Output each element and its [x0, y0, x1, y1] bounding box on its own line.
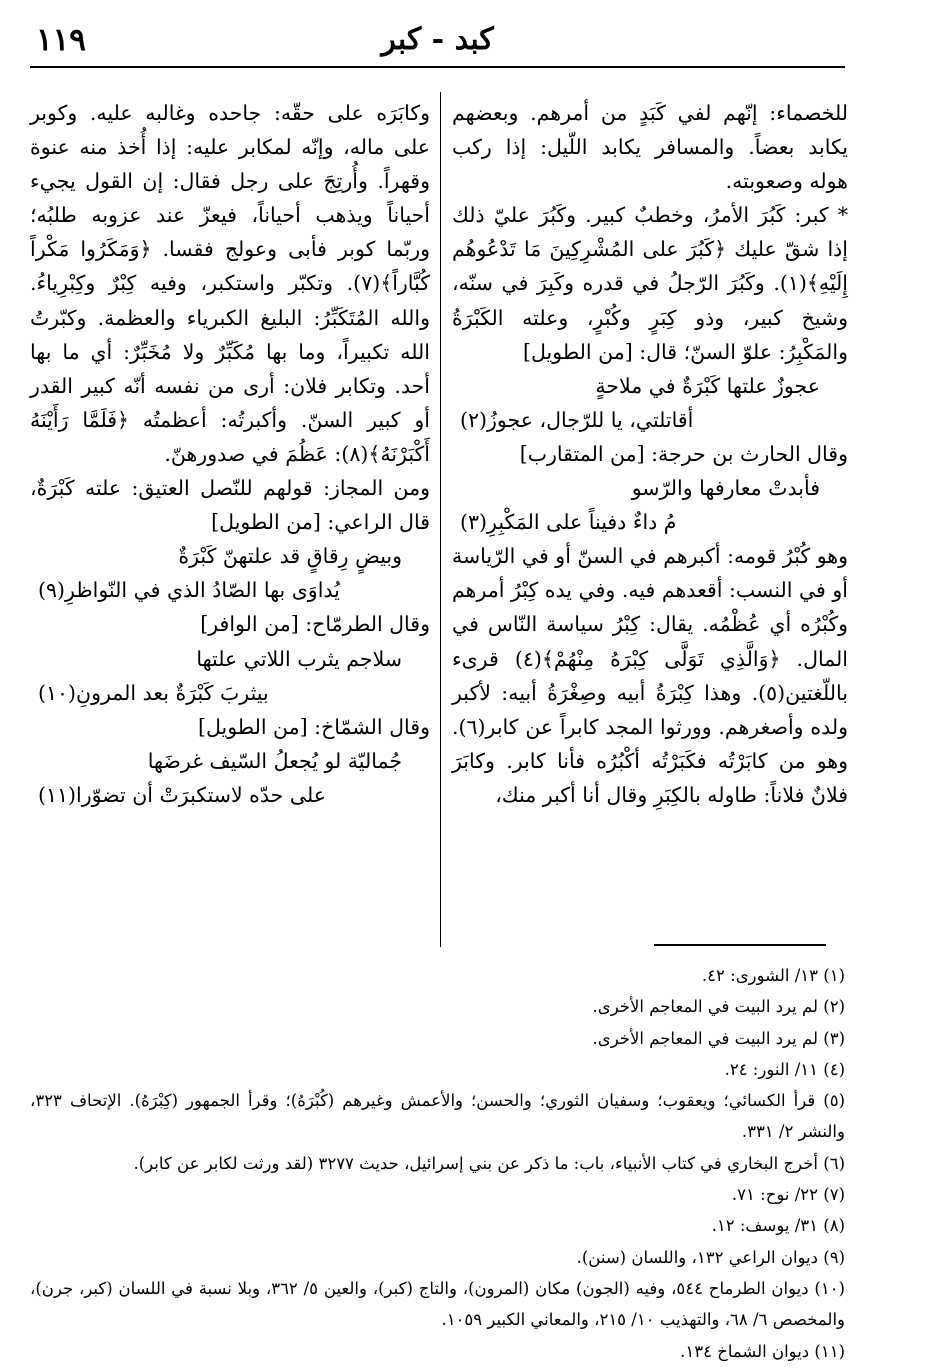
verse-first-hemistich: سلاجم يثرب اللاتي علتها [196, 646, 402, 671]
footnote: (١٠) ديوان الطرماح ٥٤٤، وفيه (الجون) مكان (المرون)، والتاج (كبر)، والعين ٥/ ٣٦٢، وبلا نسبة في اللسان (كبر، جرن)، والمخصص ٦/ ٦٨، والتهذيب ١٠/ ٢١٥، والمعاني الكبير ١٠٥٩. [30, 1278, 845, 1330]
page-header [30, 22, 845, 68]
footnote: (٣) لم يرد البيت في المعاجم الأخرى. [592, 1028, 845, 1048]
column-divider [440, 92, 441, 947]
paragraph: وقال الحارث بن حرجة: [من المتقارب] [519, 441, 848, 466]
verse-second-hemistich: يُداوَى بها الصّادُ الذي في النّواظرِ(٩) [38, 578, 340, 603]
verse-first-hemistich: فأبدتْ معارفها والرّسو [631, 476, 820, 501]
verse-second-hemistich: أقاتلتي، يا للرّجال، عجوزُ(٢) [460, 407, 694, 432]
left-text-column [30, 96, 430, 812]
paragraph: ومن المجاز: قولهم للنّصل العتيق: علته كَبْرَةٌ، قال الراعي: [من الطويل] [30, 476, 430, 535]
verse-second-hemistich: على حدّه لاستكبرَتْ أن تضوّرا(١١) [38, 782, 326, 807]
footnotes [30, 960, 845, 1367]
footnote: (٧) ٢٢/ نوح: ٧١. [731, 1185, 845, 1205]
right-text-column [452, 96, 848, 812]
paragraph: وقال الشمّاخ: [من الطويل] [197, 714, 430, 739]
paragraph: وهو كُبْرُ قومه: أكبرهم في السنّ أو في الرّياسة أو في النسب: أقعدهم فيه. وفي يده كِبْرُ أمرهم وكُبْرُه أي عُظْمُه. يقال: كِبْرُ سياسة النّاس في المال. ﴿وَالَّذِي تَوَلَّى كِبْرَهُ مِنْهُمْ﴾(٤) قرىء باللّغتين(٥). وهذا كِبْرَةُ أبيه وصِغْرَةُ أبيه: لأكبر ولده وأصغرهم. وورثوا المجد كابراً عن كابر(٦). وهو من كابَرْتُه فكَبَرْتُه أكْبُرُه فأنا كابر. وكابَرَ فلانٌ فلاناً: طاوله بالكِبَرِ وقال أنا أكبر منك، [452, 544, 849, 807]
footnote: (٥) قرأ الكسائي؛ ويعقوب؛ وسفيان الثوري؛ والحسن؛ والأعمش وغيرهم (كُبْرَهُ)؛ وقرأ الجمهور (كِبْرَهُ). الإتحاف ٣٢٣، والنشر ٢/ ٣٣١. [30, 1091, 845, 1142]
footnote: (١١) ديوان الشماخ ١٣٤. [680, 1341, 845, 1361]
footnote: (٦) أخرج البخاري في كتاب الأنبياء، باب: ما ذكر عن بني إسرائيل، حديث ٣٢٧٧ (لقد ورثت لكابر عن كابر). [133, 1153, 845, 1173]
paragraph: للخصماء: إنّهم لفي كَبَدٍ من أمرهم. وبعضهم يكابد بعضاً. والمسافر يكابد اللّيل: إذا ركب هوله وصعوبته. [452, 101, 848, 194]
verse-second-hemistich: مُ داءٌ دفيناً على المَكْبِرِ(٣) [460, 510, 677, 535]
verse-first-hemistich: جُماليّة لو يُجعلُ السّيف غرضَها [147, 748, 402, 773]
paragraph: * كبر: كَبُرَ الأمرُ، وخطبٌ كبير. وكَبُرَ عليّ ذلك إذا شقّ عليك ﴿كَبُرَ على المُشْرِكِينَ مَا تَدْعُوهُم إِلَيْهِ﴾(١). وكَبُرَ الرّجلُ في قدره وكَبِرَ في سنّه، وشيخ كبير، وذو كِبَرٍ وكُبْرٍ، وعلته الكَبْرَةُ والمَكْبِرُ: علوّ السنّ؛ قال: [من الطويل] [452, 203, 848, 364]
footnote: (٩) ديوان الراعي ١٣٢، واللسان (سنن). [576, 1247, 845, 1267]
footnote: (٤) ١١/ النور: ٢٤. [724, 1059, 845, 1079]
footnote-separator [654, 944, 826, 946]
paragraph: وكابَرَه على حقّه: جاحده وغالبه عليه. وكوبر على ماله، وإنّه لمكابر عليه: إذا أُخذ منه عنوة وقهراً. وأُرتِجَ على رجل فقال: إن القول يجيء أحياناً ويذهب أحياناً، فيعزّ عند عزوبه طلبُه؛ وربّما كوبر فأبى وعولج فقسا. ﴿وَمَكَرُوا مَكْراً كُبَّاراً﴾(٧). وتكبّر واستكبر، وفيه كِبْرٌ وكِبْرِياءُ. والله المُتَكَبِّرُ: البليغ الكبرياء والعظمة. وكبّرتُ الله تكبيراً، وما بها مُكَبِّرٌ ولا مُخَبِّرٌ: أي ما بها أحد. وتكابر فلان: أرى من نفسه أنّه كبير القدر أو كبير السنّ. وأكبرتُه: أعظمتُه ﴿فَلَمَّا رَأَيْنَهُ أَكْبَرْنَهُ﴾(٨): عَظُمَ في صدورهنّ. [30, 101, 430, 466]
verse-first-hemistich: وبيضٍ رِقاقٍ قد علتهنّ كَبْرَةٌ [178, 544, 402, 569]
verse-second-hemistich: بيثربَ كَبْرَةٌ بعد المرونِ(١٠) [38, 680, 269, 705]
verse-first-hemistich: عجوزٌ علتها كَبْرَةٌ في ملاحةٍ [595, 373, 820, 398]
page-title: كبد - كبر [381, 22, 494, 57]
paragraph: وقال الطرمّاح: [من الوافر] [200, 612, 430, 637]
footnote: (٨) ٣١/ يوسف: ١٢. [711, 1216, 845, 1236]
footnote: (١) ١٣/ الشورى: ٤٢. [701, 966, 845, 985]
footnote: (٢) لم يرد البيت في المعاجم الأخرى. [592, 997, 845, 1017]
page-number: ١١٩ [36, 22, 86, 58]
